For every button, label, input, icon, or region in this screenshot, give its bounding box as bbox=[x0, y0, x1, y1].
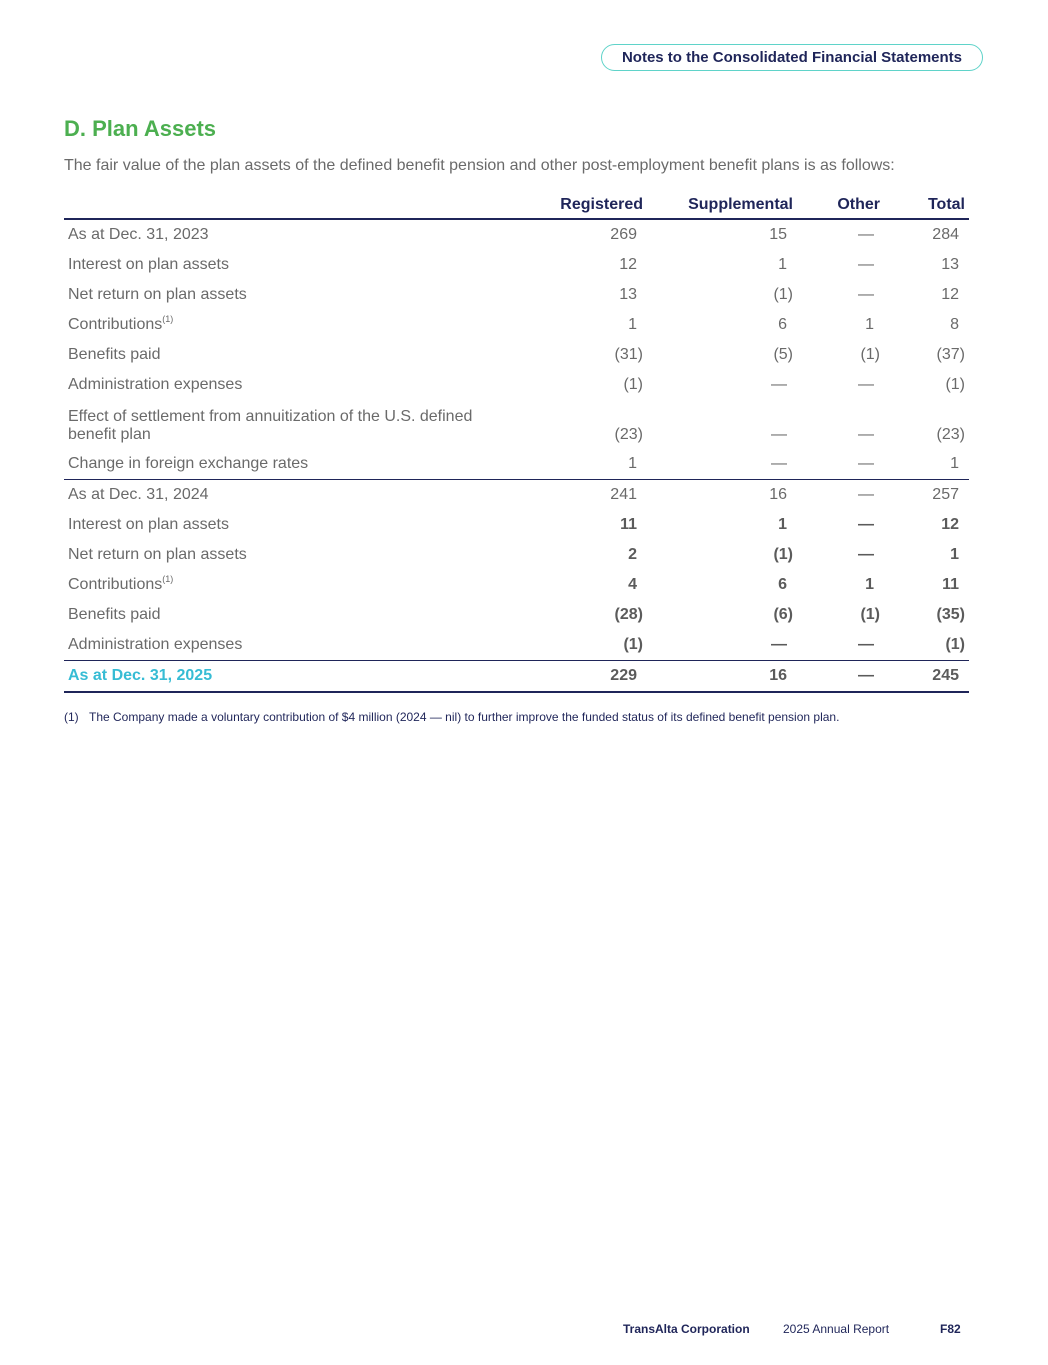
cell-value: 4 bbox=[628, 576, 637, 593]
cell-supplemental bbox=[647, 340, 797, 370]
row-label bbox=[64, 661, 504, 693]
row-label-text: Interest on plan assets bbox=[68, 516, 229, 533]
cell-registered bbox=[504, 370, 647, 400]
cell-total bbox=[886, 400, 969, 449]
row-label-text: Net return on plan assets bbox=[68, 286, 247, 303]
cell-value: — bbox=[858, 636, 874, 653]
table-row bbox=[64, 600, 969, 630]
row-label bbox=[64, 480, 504, 511]
table-row bbox=[64, 480, 969, 511]
table-row bbox=[64, 510, 969, 540]
row-label-text: Effect of settlement from annuitization of the U.S. defined benefit plan bbox=[68, 408, 473, 443]
cell-registered bbox=[504, 600, 647, 630]
cell-value: 1 bbox=[628, 316, 637, 333]
cell-value: 1 bbox=[628, 455, 637, 472]
row-label-text: As at Dec. 31, 2025 bbox=[68, 667, 213, 684]
intro-text: The fair value of the plan assets of the defined benefit pension and other post-employment benefit plans is as follows: bbox=[64, 157, 895, 174]
table-row bbox=[64, 540, 969, 570]
row-label-text: Benefits paid bbox=[68, 346, 161, 363]
cell-value: (1) bbox=[860, 606, 880, 623]
cell-other bbox=[797, 661, 886, 693]
cell-registered bbox=[504, 480, 647, 511]
cell-value: 257 bbox=[932, 486, 959, 503]
cell-total bbox=[886, 661, 969, 693]
cell-total bbox=[886, 219, 969, 250]
cell-value: 229 bbox=[610, 667, 637, 684]
row-label bbox=[64, 600, 504, 630]
cell-registered bbox=[504, 310, 647, 340]
table-row bbox=[64, 250, 969, 280]
cell-supplemental bbox=[647, 570, 797, 600]
cell-other bbox=[797, 540, 886, 570]
footer-page-number: F82 bbox=[940, 1322, 961, 1336]
cell-value: 241 bbox=[610, 486, 637, 503]
row-label bbox=[64, 219, 504, 250]
cell-value: 8 bbox=[950, 316, 959, 333]
cell-total bbox=[886, 600, 969, 630]
cell-registered bbox=[504, 280, 647, 310]
table-row bbox=[64, 400, 969, 449]
cell-other bbox=[797, 570, 886, 600]
cell-value: 12 bbox=[941, 286, 959, 303]
cell-other bbox=[797, 510, 886, 540]
cell-registered bbox=[504, 570, 647, 600]
cell-other bbox=[797, 630, 886, 661]
table-row bbox=[64, 630, 969, 661]
cell-other bbox=[797, 480, 886, 511]
row-label bbox=[64, 449, 504, 480]
row-label-text: Net return on plan assets bbox=[68, 546, 247, 563]
cell-value: 1 bbox=[778, 516, 787, 533]
table-row bbox=[64, 449, 969, 480]
cell-value: 13 bbox=[941, 256, 959, 273]
cell-other bbox=[797, 370, 886, 400]
cell-total bbox=[886, 570, 969, 600]
cell-value: — bbox=[858, 667, 874, 684]
cell-other bbox=[797, 310, 886, 340]
row-label-text: Administration expenses bbox=[68, 376, 243, 393]
cell-value: (1) bbox=[773, 286, 793, 303]
cell-total bbox=[886, 340, 969, 370]
row-label-text: Benefits paid bbox=[68, 606, 161, 623]
cell-supplemental bbox=[647, 600, 797, 630]
cell-value: 6 bbox=[778, 576, 787, 593]
row-label-text: Contributions bbox=[68, 316, 163, 333]
cell-supplemental bbox=[647, 400, 797, 449]
col-header-registered: Registered bbox=[504, 196, 647, 219]
cell-value: — bbox=[771, 636, 787, 653]
cell-value: 12 bbox=[941, 516, 959, 533]
cell-value: 1 bbox=[950, 455, 959, 472]
footer-company: TransAlta Corporation bbox=[623, 1322, 750, 1336]
cell-supplemental bbox=[647, 250, 797, 280]
table-row bbox=[64, 219, 969, 250]
cell-value: 284 bbox=[932, 226, 959, 243]
row-label bbox=[64, 340, 504, 370]
cell-value: 6 bbox=[778, 316, 787, 333]
cell-value: 11 bbox=[942, 576, 959, 593]
cell-registered bbox=[504, 400, 647, 449]
table-row bbox=[64, 280, 969, 310]
cell-registered bbox=[504, 340, 647, 370]
cell-other bbox=[797, 280, 886, 310]
cell-supplemental bbox=[647, 540, 797, 570]
cell-supplemental bbox=[647, 280, 797, 310]
row-label bbox=[64, 280, 504, 310]
cell-value: — bbox=[771, 426, 787, 443]
row-label bbox=[64, 570, 504, 600]
row-label-text: Administration expenses bbox=[68, 636, 243, 653]
cell-supplemental bbox=[647, 219, 797, 250]
row-label bbox=[64, 250, 504, 280]
cell-value: — bbox=[858, 286, 874, 303]
cell-total bbox=[886, 510, 969, 540]
cell-value: 16 bbox=[769, 486, 787, 503]
cell-value: 1 bbox=[778, 256, 787, 273]
cell-value: 13 bbox=[619, 286, 637, 303]
cell-other bbox=[797, 449, 886, 480]
cell-value: — bbox=[858, 376, 874, 393]
cell-value: — bbox=[858, 426, 874, 443]
plan-assets-table bbox=[64, 196, 969, 693]
cell-supplemental bbox=[647, 630, 797, 661]
row-label-text: As at Dec. 31, 2024 bbox=[68, 486, 209, 503]
cell-other bbox=[797, 400, 886, 449]
row-label-text: Interest on plan assets bbox=[68, 256, 229, 273]
cell-value: — bbox=[771, 455, 787, 472]
cell-value: (1) bbox=[945, 636, 965, 653]
cell-registered bbox=[504, 219, 647, 250]
cell-total bbox=[886, 370, 969, 400]
cell-supplemental bbox=[647, 370, 797, 400]
cell-registered bbox=[504, 449, 647, 480]
cell-value: 16 bbox=[769, 667, 787, 684]
row-label bbox=[64, 310, 504, 340]
footnote-text: The Company made a voluntary contribution of $4 million (2024 — nil) to further improve the funded status of its defined benefit pension plan. bbox=[89, 710, 840, 724]
row-label bbox=[64, 540, 504, 570]
cell-other bbox=[797, 250, 886, 280]
cell-value: 11 bbox=[620, 516, 637, 533]
cell-value: 1 bbox=[950, 546, 959, 563]
cell-registered bbox=[504, 510, 647, 540]
cell-value: 269 bbox=[610, 226, 637, 243]
cell-total bbox=[886, 250, 969, 280]
cell-value: (31) bbox=[614, 346, 643, 363]
cell-total bbox=[886, 480, 969, 511]
footer-report: 2025 Annual Report bbox=[783, 1322, 890, 1336]
cell-value: (28) bbox=[614, 606, 643, 623]
row-label bbox=[64, 400, 504, 449]
table-row bbox=[64, 570, 969, 600]
cell-registered bbox=[504, 661, 647, 693]
cell-value: (1) bbox=[860, 346, 880, 363]
table-row bbox=[64, 370, 969, 400]
page-title: D. Plan Assets bbox=[64, 116, 217, 141]
table-row bbox=[64, 310, 969, 340]
row-label-text: Contributions bbox=[68, 576, 163, 593]
cell-value: — bbox=[858, 226, 874, 243]
cell-value: (23) bbox=[614, 426, 643, 443]
cell-supplemental bbox=[647, 449, 797, 480]
table-row bbox=[64, 661, 969, 693]
cell-other bbox=[797, 340, 886, 370]
cell-value: (1) bbox=[773, 546, 793, 563]
cell-supplemental bbox=[647, 510, 797, 540]
row-label bbox=[64, 510, 504, 540]
cell-value: — bbox=[858, 486, 874, 503]
cell-value: 245 bbox=[932, 667, 959, 684]
footnote-marker: (1) bbox=[64, 710, 79, 724]
cell-supplemental bbox=[647, 310, 797, 340]
cell-value: 12 bbox=[619, 256, 637, 273]
cell-total bbox=[886, 310, 969, 340]
row-label-text: Change in foreign exchange rates bbox=[68, 455, 309, 472]
footnote bbox=[64, 710, 839, 724]
cell-value: (35) bbox=[936, 606, 965, 623]
col-header-label bbox=[64, 196, 504, 219]
row-label-text: As at Dec. 31, 2023 bbox=[68, 226, 209, 243]
cell-value: 1 bbox=[865, 316, 874, 333]
cell-total bbox=[886, 280, 969, 310]
table-row bbox=[64, 340, 969, 370]
cell-value: 1 bbox=[865, 576, 874, 593]
col-header-supplemental: Supplemental bbox=[647, 196, 797, 219]
cell-value: (1) bbox=[623, 636, 643, 653]
footnote-ref: (1) bbox=[162, 573, 174, 584]
cell-other bbox=[797, 600, 886, 630]
cell-other bbox=[797, 219, 886, 250]
table-header-row bbox=[64, 196, 969, 219]
cell-total bbox=[886, 449, 969, 480]
cell-value: — bbox=[858, 455, 874, 472]
row-label bbox=[64, 370, 504, 400]
cell-value: — bbox=[858, 546, 874, 563]
cell-supplemental bbox=[647, 661, 797, 693]
cell-value: — bbox=[858, 516, 874, 533]
col-header-other: Other bbox=[797, 196, 886, 219]
cell-registered bbox=[504, 540, 647, 570]
cell-supplemental bbox=[647, 480, 797, 511]
cell-total bbox=[886, 630, 969, 661]
footnote-ref: (1) bbox=[162, 313, 174, 324]
col-header-total: Total bbox=[886, 196, 969, 219]
cell-value: (5) bbox=[773, 346, 793, 363]
cell-value: — bbox=[858, 256, 874, 273]
cell-value: 2 bbox=[628, 546, 637, 563]
row-label bbox=[64, 630, 504, 661]
cell-registered bbox=[504, 630, 647, 661]
cell-value: 15 bbox=[769, 226, 787, 243]
cell-registered bbox=[504, 250, 647, 280]
cell-value: (1) bbox=[945, 376, 965, 393]
cell-value: (37) bbox=[936, 346, 965, 363]
cell-total bbox=[886, 540, 969, 570]
cell-value: — bbox=[771, 376, 787, 393]
section-label: Notes to the Consolidated Financial Statements bbox=[601, 44, 983, 71]
cell-value: (6) bbox=[773, 606, 793, 623]
cell-value: (1) bbox=[623, 376, 643, 393]
cell-value: (23) bbox=[936, 426, 965, 443]
